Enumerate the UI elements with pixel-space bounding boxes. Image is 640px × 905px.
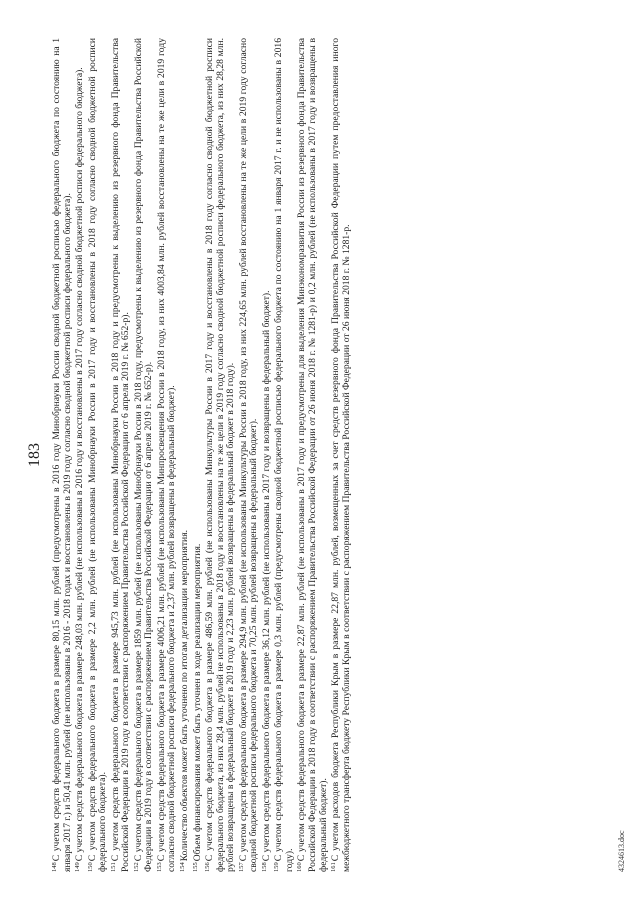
footnote-number: 156: [204, 862, 212, 872]
footnote-number: 149: [74, 862, 82, 872]
footnote: [73, 38, 86, 872]
footnote: [132, 38, 155, 872]
footnote: [50, 38, 73, 872]
footnote-number: 159: [273, 862, 281, 872]
footnote-text: С учетом средств федерального бюджета в размере 248,03 млн. рублей (не использованы в 2016 году и восстановлены в 2017 году согласно сводной бюджетной росписи федерального бюджета).: [74, 67, 86, 862]
footnote: [260, 38, 273, 872]
footnote-number: 154: [179, 862, 187, 872]
footnote: [155, 38, 178, 872]
footnote-text: С учетом средств федерального бюджета в размере 22,87 млн. рублей (не использованы в 2017 году и предусмотрены для выделения Минэкономразвития России из резервного фонда Правительства Российской Федерации в 2018 году в соответствии с распоряжением Правительства Российской Федерации от 26 июня 2018 г. № 1281-р) и 0,2 млн. рублей (не использованы в 2017 году и возвращены в федеральный бюджет).: [296, 38, 329, 872]
footnote-text: С учетом средств федерального бюджета в размере 36,12 млн. рублей (не использованы в 2017 году и возвращены в федеральный бюджет).: [260, 290, 272, 862]
footnote-text: С учетом средств федерального бюджета в размере 0,3 млн. рублей (предусмотрены сводной бюджетной росписью федерального бюджета по состоянию на 1 января 2017 г. и не использованы в 2016 году).: [273, 38, 295, 872]
footnote-number: 158: [260, 862, 268, 872]
footnote: [191, 38, 204, 872]
footnote: [178, 38, 191, 872]
rotated-page-content: [20, 20, 630, 890]
footnote-number: 151: [109, 862, 117, 872]
footnote-text: С учетом средств федерального бюджета в размере 1859 млн. рублей (не использованы Минобрнауки России в 2018 году, предусмотрены к выделению из резервного фонда Правительства Российской Федерации в 2019 году в соответствии с распоряжением Правительства Российской Федерации от 6 апреля 2019 г. № 652-р).: [132, 38, 155, 872]
footnote-number: 161: [330, 862, 338, 872]
footnote-text: С учетом средств федерального бюджета в размере 945,73 млн. рублей (не использованы Минобрнауки России в 2018 году и предусмотрены к выделению из резервного фонда Правительства Российской Федерации в 2019 году в соответствии с распоряжением Правительства Российской Федерации от 6 апреля 2019 г. № 652-р).: [109, 38, 132, 872]
footnote: [109, 38, 132, 872]
footnote: [237, 38, 260, 872]
footnote-number: 150: [86, 862, 94, 872]
footnote: [329, 38, 352, 872]
footnote-number: 155: [191, 862, 199, 872]
footnote-text: Объем финансирования может быть уточнен в ходе реализации мероприятия.: [191, 543, 203, 862]
footnote-text: С учетом расходов бюджета Республики Крым в размере 22,87 млн. рублей, возмещенных за счет средств резервного фонда Правительства Российской Федерации путем предоставления иного межбюджетного трансферта бюджету Республики Крым в соответствии с распоряжением Правительства Российской Федерации от 26 июня 2018 г. № 1281-р.: [330, 38, 352, 872]
document-code: 4324613.doc: [617, 830, 626, 872]
footnote-number: 152: [132, 862, 140, 872]
footnote-text: С учетом средств федерального бюджета в размере 4006,21 млн. рублей (не использованы Минпросвещения России в 2018 году, из них 4003,84 млн. рублей восстановлены на те же цели в 2019 году согласно сводной бюджетной росписи федерального бюджета и 2,37 млн. рублей возвращены в федеральный бюджет).: [155, 38, 178, 872]
footnote-text: С учетом средств федерального бюджета в размере 2,2 млн. рублей (не использованы Минобрнауки России в 2017 году и восстановлены в 2018 году согласно сводной бюджетной росписи федерального бюджета).: [86, 38, 109, 872]
footnote-text: С учетом средств федерального бюджета в размере 486,59 млн. рублей (не использованы Минкультуры России в 2017 году и восстановлены в 2018 году согласно сводной бюджетной росписи федерального бюджета, из них 28,4 млн. рублей не использованы в 2018 году и восстановлены на те же цели в 2019 году согласно сводной бюджетной росписи федерального бюджета, из них 28,28 млн. рублей возвращены в федеральный бюджет в 2019 году и 2,23 млн. рублей возвращены в федеральный бюджет в 2018 году).: [204, 38, 237, 872]
footnotes-block: [50, 38, 352, 872]
footnote: [295, 38, 329, 872]
footnote-text: С учетом средств федерального бюджета в размере 294,9 млн. рублей (не использованы Минкультуры России в 2018 году, из них 224,65 млн. рублей восстановлены на те же цели в 2019 году согласно сводной бюджетной росписи федерального бюджета и 70,25 млн. рублей возвращены в федеральный бюджет).: [237, 38, 260, 872]
page-number: 183: [26, 443, 43, 467]
footnote-number: 153: [155, 862, 163, 872]
footnote-number: 148: [51, 862, 58, 872]
footnote: [203, 38, 237, 872]
footnote-number: 157: [237, 862, 245, 872]
footnote: [86, 38, 109, 872]
footnote: [272, 38, 295, 872]
footnote-text: С учетом средств федерального бюджета в размере 80,15 млн. рублей (предусмотрены в 2016 году Минобрнауки России сводной бюджетной росписью федерального бюджета по состоянию на 1 января 2017 г.) и 50,41 млн. рублей (не использованы в 2016 - 2018 годах и восстановлены в 2019 году согласно сводной бюджетной росписи федерального бюджета).: [51, 38, 73, 872]
footnote-number: 160: [296, 862, 304, 872]
footnote-text: Количество объектов может быть уточнено по итогам детализации мероприятия.: [179, 529, 191, 862]
